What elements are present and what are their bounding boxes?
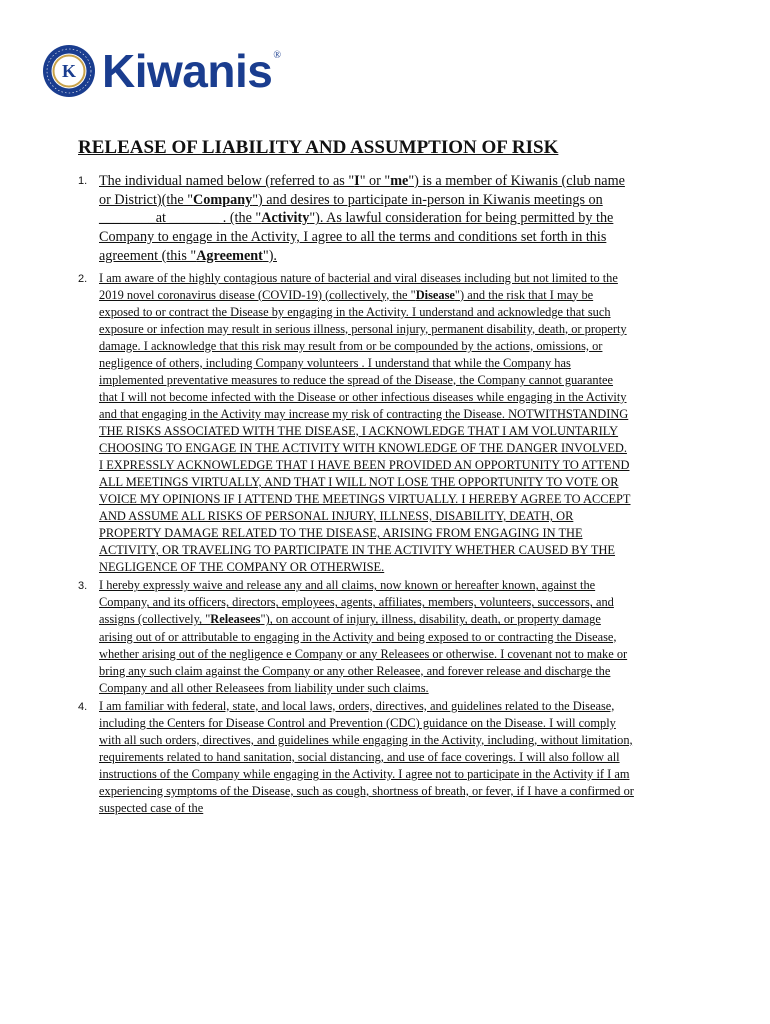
kiwanis-seal-icon [42, 44, 96, 98]
clause-2 [78, 270, 634, 577]
clause-text: The individual named below (referred to as "I" or "me") is a member of Kiwanis (club name or District)(the "Company") and desires to participate in-person in Kiwanis meetings on ________at _______ . (the "Activity"). As lawful consideration for being permitted by the Company to engage in the Activity, I agree to all the terms and conditions set forth in this agreement (this "Agreement"). [99, 173, 625, 264]
kiwanis-logo [42, 44, 281, 98]
clause-number: 2. [78, 272, 88, 285]
registered-mark: ® [273, 49, 281, 61]
clause-number: 1. [78, 175, 88, 187]
clause-number: 3. [78, 580, 88, 593]
kiwanis-wordmark: Kiwanis [102, 45, 273, 97]
document-title: RELEASE OF LIABILITY AND ASSUMPTION OF RISK [78, 137, 559, 158]
clause-text: I am familiar with federal, state, and local laws, orders, directives, and guidelines related to the Disease, including the Centers for Disease Control and Prevention (CDC) guidance on the Disease. I will comply with all such orders, directives, and guidelines while engaging in the Activity, including, without limitation, requirements related to hand sanitation, social distancing, and use of face coverings. I will also follow all instructions of the Company while engaging in the Activity. I agree not to participate in the Activity if I am experiencing symptoms of the Disease, such as cough, shortness of breath, or fever, if I have a confirmed or suspected case of the [99, 698, 634, 815]
clause-list [78, 172, 634, 817]
clause-text: I hereby expressly waive and release any and all claims, now known or hereafter known, against the Company, and its officers, directors, employees, agents, affiliates, members, volunteers, successors, and assigns (collectively, "Releasees"), on account of injury, illness, disability, death, or property damage arising out of or attributable to engaging in the Activity and being exposed to or contracting the Disease, whether arising out of the negligence e Company or any Releasees or otherwise. I covenant not to make or bring any such claim against the Company or any other Releasee, and forever release and discharge the Company and all other Releasees from liability under such claims. [99, 578, 628, 695]
clause-text: I am aware of the highly contagious nature of bacterial and viral diseases including but not limited to the 2019 novel coronavirus disease (COVID-19) (collectively, the "Disease") and the risk that I may be exposed to or contract the Disease by engaging in the Activity. I understand and acknowledge that such exposure or infection may result in serious illness, personal injury, permanent disability, death, or property damage. I acknowledge that this risk may result from or be compounded by the actions, omissions, or negligence of others, including Company volunteers . I understand that while the Company has implemented preventative measures to reduce the spread of the Disease, the Company cannot guarantee that I will not become infected with the Disease or other infectious diseases while engaging in the Activity and that engaging in the Activity may increase my risk of contracting the Disease. NOTWITHSTANDING THE RISKS ASSOCIATED WITH THE DISEASE, I ACKNOWLEDGE THAT I AM VOLUNTARILY CHOOSING TO ENGAGE IN THE ACTIVITY WITH KNOWLEDGE OF THE DANGER INVOLVED. I EXPRESSLY ACKNOWLEDGE THAT I HAVE BEEN PROVIDED AN OPPORTUNITY TO ATTEND ALL MEETINGS VIRTUALLY, AND THAT I WILL NOT LOSE THE OPPORTUNITY TO VOTE OR VOICE MY OPINIONS IF I ATTEND THE MEETINGS VIRTUALLY. I HEREBY AGREE TO ACCEPT AND ASSUME ALL RISKS OF PERSONAL INJURY, ILLNESS, DISABILITY, DEATH, OR PROPERTY DAMAGE RELATED TO THE DISEASE, ARISING FROM ENGAGING IN THE ACTIVITY, OR TRAVELING TO PARTICIPATE IN THE ACTIVITY WHETHER CAUSED BY THE NEGLIGENCE OF THE COMPANY OR OTHERWISE. [99, 270, 631, 575]
svg-text:K: K [61, 61, 77, 81]
clause-number: 4. [78, 700, 88, 713]
clause-4 [78, 698, 634, 817]
clause-1 [78, 172, 634, 266]
clause-3 [78, 577, 634, 696]
